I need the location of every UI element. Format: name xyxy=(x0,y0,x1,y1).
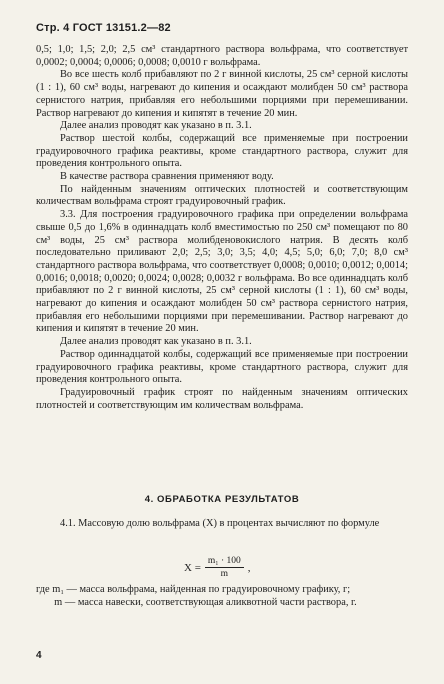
definition-symbol: m — xyxy=(36,596,78,608)
definitions xyxy=(36,584,408,609)
definition-item xyxy=(36,584,408,597)
paragraph-4-1: 4.1. Массовую долю вольфрама (X) в процентах вычисляют по формуле xyxy=(60,518,380,529)
formula xyxy=(184,556,251,579)
section-title: 4. ОБРАБОТКА РЕЗУЛЬТАТОВ xyxy=(144,494,300,505)
paragraph: Далее анализ проводят как указано в п. 3.1. xyxy=(60,120,252,132)
definition-text: масса навески, соответствующая аликвотной части раствора, г. xyxy=(77,596,357,608)
definition-text: масса вольфрама, найденная по градуировочному графику, г; xyxy=(79,584,351,595)
paragraph: Раствор одиннадцатой колбы, содержащий все применяемые при построении градуировочного графика реактивы, кроме стандартного раствора, служит для проведения контрольного опыта. xyxy=(36,348,408,386)
definition-item xyxy=(36,597,408,610)
paragraph: 0,5; 1,0; 1,5; 2,0; 2,5 см³ стандартного раствора вольфрама, что соответствует 0,0002; 0,0004; 0,0006; 0,0008; 0,0010 г вольфрама. xyxy=(36,44,408,68)
paragraph: Градуировочный график строят по найденным значениям оптических плотностей и соответствующим им количествам вольфрама. xyxy=(36,386,408,411)
paragraph: Раствор шестой колбы, содержащий все применяемые при построении градуировочного графика реактивы, кроме стандартного раствора, служит для проведения контрольного опыта. xyxy=(36,132,408,170)
paragraph: В качестве раствора сравнения применяют воду. xyxy=(60,171,274,183)
formula-denominator: m xyxy=(220,569,229,579)
definition-symbol: где m₁ — xyxy=(36,584,80,595)
page-header: Стр. 4 ГОСТ 13151.2—82 xyxy=(36,22,171,34)
paragraph: Во все шесть колб прибавляют по 2 г винной кислоты, 25 см³ серной кислоты (1 : 1), 60 см³ воды, нагревают до кипения и осаждают молибден 50 см³ раствора сернистого натрия, прибавляя его небольшими порциями при перемешивании. Раствор нагревают до кипения и кипятят в течение 20 мин. xyxy=(36,69,408,119)
page-number: 4 xyxy=(36,650,42,661)
paragraph: 3.3. Для построения градуировочного графика при определении вольфрама свыше 0,5 до 1,6% в одиннадцать колб вместимостью по 250 см³ помещают по 80 см³ воды, 25 см³ раствора молибденовокислого натрия. В десять колб последовательно приливают 2,0; 2,5; 3,0; 3,5; 4,0; 4,5; 5,0; 6,0; 7,0; 8,0 см³ стандартного раствора вольфрама, что соответствует 0,0008; 0,0010; 0,0012; 0,0014; 0,0016; 0,0018; 0,0020; 0,0024; 0,0028; 0,0032 г вольфрама. Во все одиннадцать колб прибавляют по 2 г винной кислоты, 25 см³ серной кислоты (1 : 1), 60 см³ воды, нагревают до кипения и осаждают молибден 50 см³ раствора сернистого натрия, прибавляя его небольшими порциями при перемешивании. Раствор нагревают до кипения и кипятят в течение 20 мин. xyxy=(36,209,408,335)
formula-fraction xyxy=(205,556,244,579)
paragraph: Далее анализ проводят как указано в п. 3.1. xyxy=(60,336,252,348)
body-text xyxy=(36,44,408,412)
formula-lhs: X = xyxy=(184,561,201,574)
formula-numerator: m₁ · 100 xyxy=(205,556,244,568)
paragraph: По найденным значениям оптических плотностей и соответствующим количествам вольфрама строят градуировочный график. xyxy=(36,183,408,208)
formula-trail: , xyxy=(247,561,251,574)
